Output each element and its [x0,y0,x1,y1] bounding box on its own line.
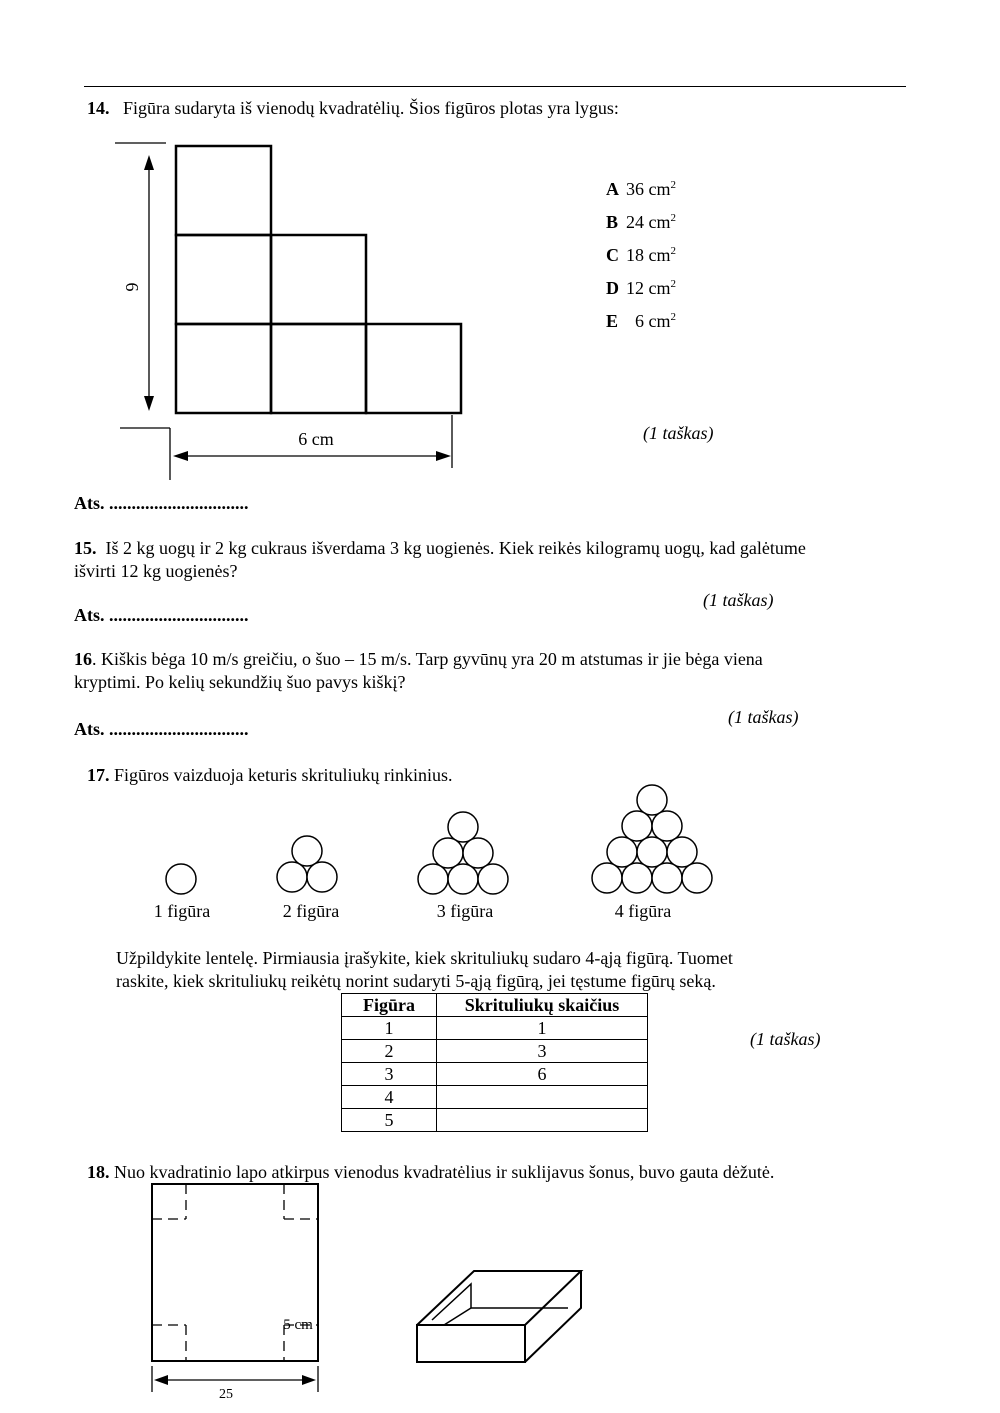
figure-3-circle [433,838,463,868]
q17-points: (1 taškas) [750,1029,821,1049]
square [176,235,271,324]
box-top-rim [417,1271,581,1325]
q17-heading: 17. Figūros vaizduoja keturis skrituliukų rinkinius. [87,765,453,785]
q16-line1: 16. Kiškis bėga 10 m/s greičiu, o šuo – 15 m/s. Tarp gyvūnų yra 20 m atstumas ir jie bėga viena [74,649,763,669]
answer-cell-5[interactable] [437,1109,648,1132]
square [176,146,271,235]
answer-cell-4[interactable] [437,1086,648,1109]
square [366,324,461,413]
q15-line2: išvirti 12 kg uogienės? [74,561,238,581]
square [176,324,271,413]
figure-4-circle [652,863,682,893]
figure-3-circle [448,864,478,894]
q14-answer-line: Ats. ............................... [74,493,249,513]
cut-size-label: 5 cm [283,1317,313,1333]
arrowhead [144,155,154,170]
figure-4-label: 4 figūra [614,901,672,921]
square [271,324,366,413]
square-sheet [152,1184,318,1361]
table-row: 3 6 [342,1063,648,1086]
q16-line2: kryptimi. Po kelių sekundžių šuo pavys kiškį? [74,672,406,692]
q15-line1: 15. Iš 2 kg uogų ir 2 kg cukraus išverdama 3 kg uogienės. Kiek reikės kilogramų uogų, kad galėtume [74,538,806,558]
q15-number: 15. [74,538,97,558]
q18-heading: 18. Nuo kvadratinio lapo atkirpus vienodus kvadratėlius ir suklijavus šonus, buvo gauta dėžutė. [87,1162,775,1182]
q17-table [341,993,648,1132]
figure-4-circle [622,863,652,893]
q16-answer-line: Ats. ............................... [74,719,249,739]
option-c: C 18 $cm^2$ [606,245,676,265]
figure-1-label: 1 figūra [153,901,211,921]
header-figura: Figūra [342,994,437,1017]
q14-figure [0,0,1000,500]
q14-points: (1 taškas) [643,423,714,443]
option-d: D 12 $cm^2$ [606,278,676,298]
arrowhead [154,1375,168,1385]
q18-figures [0,1180,1000,1413]
box-inner-edge [444,1308,471,1325]
figure-4-circle [652,811,682,841]
figure-3-circle [418,864,448,894]
q15-points: (1 taškas) [703,590,774,610]
q17-number: 17. [87,765,110,785]
q18-number: 18. [87,1162,110,1182]
figure-4-circle [667,837,697,867]
figure-3-circle [478,864,508,894]
q14-text: Figūra sudaryta iš vienodų kvadratėlių. Šios figūros plotas yra lygus: [123,98,619,118]
figure-2-circle [292,836,322,866]
option-b: B 24 $cm^2$ [606,212,676,232]
arrowhead [302,1375,316,1385]
figure-2-circle [307,862,337,892]
table-row: 5 [342,1109,648,1132]
figure-3-label: 3 figūra [436,901,494,921]
header-skaicius: Skrituliukų skaičius [437,994,648,1017]
figure-4-circle [682,863,712,893]
figure-1-circle [166,864,196,894]
figure-4-circle [637,785,667,815]
arrowhead [436,451,451,461]
q15-answer-line: Ats. ............................... [74,605,249,625]
option-a: A 36 $cm^2$ [606,179,676,199]
table-row: 2 3 [342,1040,648,1063]
q17-instruction-line1: Užpildykite lentelę. Pirmiausia įrašykite, kiek skrituliukų sudaro 4-ąją figūrą. Tuomet [116,948,733,968]
figure-4-circle [622,811,652,841]
figure-3-circle [463,838,493,868]
cut-lines [152,1184,318,1361]
table-row: 1 1 [342,1017,648,1040]
box-front-face [417,1325,525,1362]
height-label: 6 [122,282,142,292]
q17-instruction-line2: raskite, kiek skrituliukų reikėtų norint sudaryti 5-ąją figūrą, jei tęstume figūrų seką. [116,971,716,991]
q14-number: 14. [87,98,110,118]
q16-points: (1 taškas) [728,707,799,727]
figure-2-label: 2 figūra [282,901,340,921]
figure-3-circle [448,812,478,842]
option-e: E 6 $cm^2$ [606,311,676,331]
table-header-row [342,994,648,1017]
side-length-label: 25 [219,1387,233,1402]
square [271,235,366,324]
arrowhead [144,396,154,411]
q16-number: 16 [74,649,92,669]
q17-figures [0,770,1000,930]
figure-4-circle [637,837,667,867]
figure-4-circle [607,837,637,867]
open-box [417,1271,581,1362]
arrowhead [173,451,188,461]
width-label: 6 cm [298,429,334,449]
figure-2-circle [277,862,307,892]
figure-4-circle [592,863,622,893]
table-row: 4 [342,1086,648,1109]
